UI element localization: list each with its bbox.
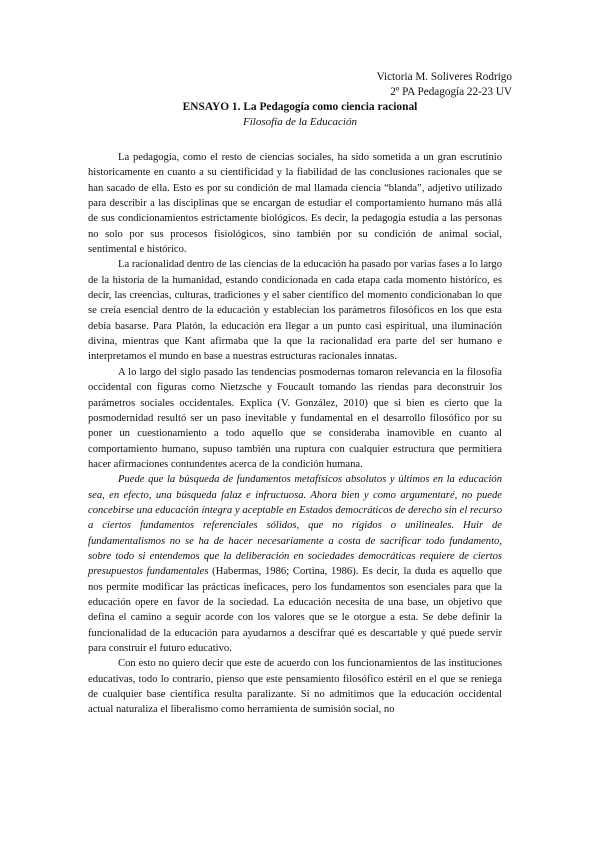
essay-subtitle: Filosofía de la Educación — [243, 116, 357, 128]
paragraph-4 — [88, 472, 502, 656]
author-name: Victoria M. Soliveres Rodrigo — [376, 71, 512, 83]
paragraph-4-continuation: (Habermas, 1986; Cortina, 1986). Es decir, la duda es aquello que nos permite modificar las prácticas ineficaces, pero los fundamentos son esenciales para que la educación opere en favor de la sociedad. La educación necesita de una base, un objetivo que defina el camino a seguir acorde con los valores que se le otorgue a esta. Se debe definir la funcionalidad de la educación para ayudarnos a descifrar qué es descartable y qué puede servir para construir el futuro educativo. — [88, 566, 502, 654]
paragraph-2: La racionalidad dentro de las ciencias de la educación ha pasado por varias fases a lo largo de la historia de la humanidad, estando condicionada en cada etapa cada momento histórico, es decir, las creencias, culturas, tradiciones y el saber científico del momento condicionaban lo que se creía esencial dentro de la educación y establecían los parámetros filosóficos en los que esta debía basarse. Para Platón, la educación era llegar a un punto casi espiritual, una iluminación divina, mientras que Kant afirmaba que la que la racionalidad era parte del ser humano e interpretamos el mundo en base a nuestras estructuras racionales innatas. — [88, 259, 502, 363]
paragraph-3: A lo largo del siglo pasado las tendencias posmodernas tomaron relevancia en la filosofía occidental con figuras como Nietzsche y Foucault tomando las riendas para deconstruir los parámetros sociales occidentales. Explica (V. González, 2010) que si bien es cierto que la posmodernidad resultó ser un paso inevitable y fundamental en el desarrollo filosófico por su poner un cuestionamiento a todo aquello que se consideraba inamovible en cuanto al comportamiento humano, supuso también una ruptura con cualquier estructura que permitiera hacer afirmaciones contundentes acerca de la condición humana. — [88, 366, 502, 470]
quote-text: Puede que la búsqueda de fundamentos metafísicos absolutos y últimos en la educación sea, en efecto, una búsqueda falaz e infructuosa. Ahora bien y como argumentaré, no puede concebirse una educación íntegra y aceptable en Estados democráticos de derecho sin el recurso a ciertos fundamentos referenciales sólidos, que no rígidos o unilineales. Huir de fundamentalismos no se ha de hacer necesariamente a costa de sacrificar todo fundamento, sobre todo si entendemos que la deliberación en sociedades democráticas requiere de ciertos presupuestos fundamentales — [88, 474, 502, 578]
paragraph-1: La pedagogía, como el resto de ciencias sociales, ha sido sometida a un gran escrutinio historicamente en cuanto a su cientificidad y la fiabilidad de las conclusiones racionales que se han sacado de ella. Esto es por su condición de mal llamada ciencia “blanda”, adjetivo utilizado para describir a las disciplinas que se encargan de estudiar el comportamiento humano más allá de sus condicionamientos estrictamente biológicos. Es decir, la pedagogía estudia a las personas no solo por sus procesos fisiológicos, sino también por su condición de animal social, sentimental e histórico. — [88, 152, 502, 256]
author-block — [377, 70, 512, 100]
paragraph-5: Con esto no quiero decir que este de acuerdo con los funcionamientos de las instituciones educativas, todo lo contrario, pienso que este pensamiento filosófico estéril en el que se reniega de cualquier base científica resulta paralizante. Si no admitimos que la educación occidental actual naturaliza el liberalismo como herramienta de sumisión social, no — [88, 658, 502, 716]
essay-body — [88, 150, 502, 718]
course-label: 2º PA Pedagogía 22-23 UV — [390, 86, 512, 98]
essay-title: ENSAYO 1. La Pedagogía como ciencia racional — [182, 101, 418, 113]
